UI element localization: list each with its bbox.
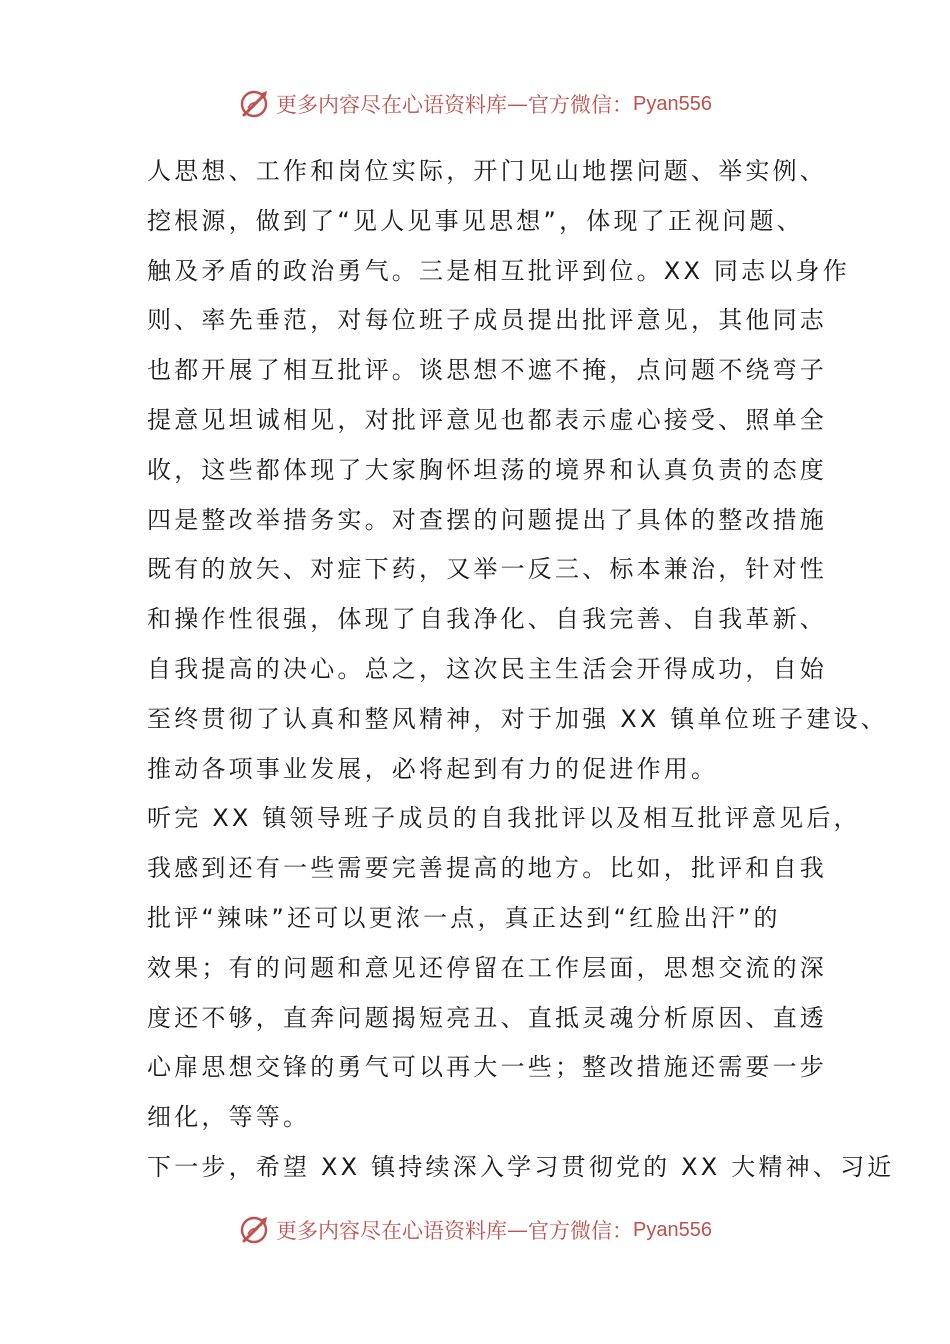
- pen-logo-icon: [238, 1213, 272, 1247]
- text-line: 提意见坦诚相见，对批评意见也都表示虚心接受、照单全: [147, 405, 827, 434]
- text-line: 自我提高的决心。总之，这次民主生活会开得成功，自始: [147, 654, 827, 683]
- text-line: 触及矛盾的政治勇气。三是相互批评到位。XX 同志以身作: [147, 256, 850, 285]
- text-line: 细化，等等。: [147, 1103, 311, 1132]
- text-line: 效果；有的问题和意见还停留在工作层面，思想交流的深: [147, 953, 827, 982]
- text-line: 听完 XX 镇领导班子成员的自我批评以及相互批评意见后，: [147, 804, 861, 833]
- text-line: 则、率先垂范，对每位班子成员提出批评意见，其他同志: [147, 306, 827, 335]
- footer-wechat-id: Pyan556: [633, 1218, 712, 1241]
- footer-dash: —: [507, 1218, 529, 1242]
- header-wechat-label: 官方微信：: [528, 93, 634, 117]
- text-line: 既有的放矢、对症下药，又举一反三、标本兼治，针对性: [147, 555, 827, 584]
- text-line: 四是整改举措务实。对查摆的问题提出了具体的整改措施: [147, 505, 827, 534]
- text-line: 心扉思想交锋的勇气可以再大一些；整改措施还需要一步: [147, 1053, 827, 1082]
- text-line: 也都开展了相互批评。谈思想不遮不掩，点问题不绕弯子: [147, 356, 827, 385]
- text-line: 推动各项事业发展，必将起到有力的促进作用。: [147, 754, 719, 783]
- header-wechat-id: Pyan556: [633, 92, 712, 115]
- text-line: 人思想、工作和岗位实际，开门见山地摆问题、举实例、: [147, 157, 827, 185]
- header-watermark-banner: [0, 84, 950, 124]
- pen-logo-icon: [238, 87, 272, 121]
- text-line: 我感到还有一些需要完善提高的地方。比如，批评和自我: [147, 854, 827, 883]
- header-dash: —: [507, 92, 529, 116]
- footer-brand-text: 更多内容尽在心语资料库: [276, 1219, 508, 1243]
- text-line: 收，这些都体现了大家胸怀坦荡的境界和认真负责的态度: [147, 455, 827, 484]
- footer-watermark-banner: [0, 1210, 950, 1250]
- text-line: 挖根源，做到了“见人见事见思想”，体现了正视问题、: [147, 206, 804, 235]
- text-line: 至终贯彻了认真和整风精神，对于加强 XX 镇单位班子建设、: [147, 704, 888, 733]
- document-body: [147, 147, 895, 1193]
- header-brand-text: 更多内容尽在心语资料库: [276, 93, 508, 117]
- text-line: 下一步，希望 XX 镇持续深入学习贯彻党的 XX 大精神、习近: [147, 1152, 895, 1181]
- text-line: 批评“辣味”还可以更浓一点，真正达到“红脸出汗”的: [147, 903, 781, 932]
- footer-wechat-label: 官方微信：: [528, 1219, 634, 1243]
- text-line: 和操作性很强，体现了自我净化、自我完善、自我革新、: [147, 605, 827, 634]
- text-line: 度还不够，直奔问题揭短亮丑、直抵灵魂分析原因、直透: [147, 1003, 827, 1032]
